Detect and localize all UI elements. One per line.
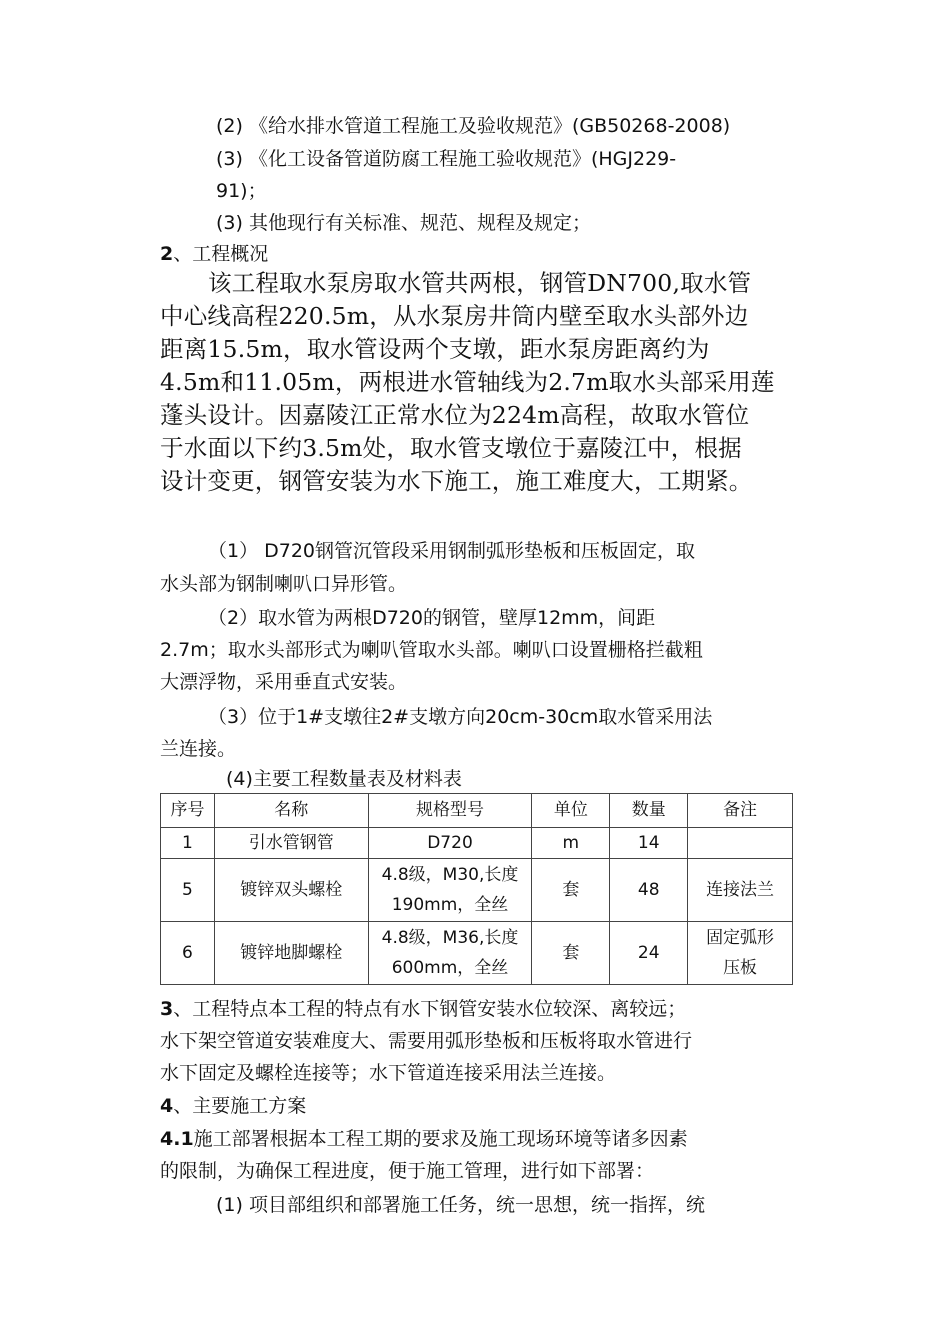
cell: 24	[610, 922, 688, 985]
overview-line-6: 于水面以下约3.5m处，取水管支墩位于嘉陵江中，根据	[160, 434, 742, 462]
section-3-line-2: 水下架空管道安装难度大、需要用弧形垫板和压板将取水管进行	[160, 1030, 693, 1052]
cell: 6	[161, 922, 215, 985]
item-1-line-1: （1） D720钢管沉管段采用钢制弧形垫板和压板固定，取	[208, 540, 696, 562]
reference-other: (3) 其他现行有关标准、规范、规程及规定；	[216, 212, 591, 234]
item-2-line-3: 大漂浮物，采用垂直式安装。	[160, 671, 408, 693]
section-4-1-line-2: 的限制，为确保工程进度，便于施工管理，进行如下部署：	[160, 1160, 655, 1182]
cell	[688, 828, 793, 859]
reference-gb50268: (2) 《给水排水管道工程施工及验收规范》(GB50268-2008)	[216, 115, 731, 137]
item-3-line-2: 兰连接。	[160, 738, 237, 760]
overview-line-4: 4.5m和11.05m，两根进水管轴线为2.7m取水头部采用莲	[160, 368, 775, 396]
table-row	[161, 828, 793, 859]
overview-line-3: 距离15.5m，取水管设两个支墩，距水泵房距离约为	[160, 335, 710, 363]
cell: 镀锌地脚螺栓	[214, 922, 368, 985]
cell: 引水管钢管	[214, 828, 368, 859]
cell: 连接法兰	[688, 859, 793, 922]
cell: m	[532, 828, 610, 859]
item-2-line-1: （2）取水管为两根D720的钢管，壁厚12mm，间距	[208, 607, 656, 629]
table-caption: (4)主要工程数量表及材料表	[226, 768, 462, 790]
quantity-table	[160, 793, 793, 985]
section-4-heading: 4、主要施工方案	[160, 1095, 307, 1117]
header-no: 序号	[161, 794, 215, 828]
header-spec: 规格型号	[368, 794, 532, 828]
header-unit: 单位	[532, 794, 610, 828]
section-3-line-3: 水下固定及螺栓连接等；水下管道连接采用法兰连接。	[160, 1062, 617, 1084]
section-4-1-line-3: (1) 项目部组织和部署施工任务，统一思想，统一指挥，统	[216, 1194, 705, 1216]
header-name: 名称	[214, 794, 368, 828]
cell: 镀锌双头螺栓	[214, 859, 368, 922]
item-1-line-2: 水头部为钢制喇叭口异形管。	[160, 573, 408, 595]
cell: 4.8级，M30,长度 190mm，全丝	[368, 859, 532, 922]
overview-line-1: 该工程取水泵房取水管共两根，钢管DN700,取水管	[208, 269, 752, 297]
overview-line-7: 设计变更，钢管安装为水下施工，施工难度大，工期紧。	[160, 467, 753, 495]
header-note: 备注	[688, 794, 793, 828]
overview-line-5: 蓬头设计。因嘉陵江正常水位为224m高程，故取水管位	[160, 401, 750, 429]
reference-hgj229-cont: 91)；	[216, 180, 267, 202]
table-header-row	[161, 794, 793, 828]
header-qty: 数量	[610, 794, 688, 828]
section-3-line-1: 3、工程特点本工程的特点有水下钢管安装水位较深、离较远；	[160, 998, 687, 1020]
reference-hgj229: (3) 《化工设备管道防腐工程施工验收规范》(HGJ229-	[216, 148, 677, 170]
cell: 固定弧形 压板	[688, 922, 793, 985]
table-row	[161, 922, 793, 985]
cell: 1	[161, 828, 215, 859]
cell: 48	[610, 859, 688, 922]
table-row	[161, 859, 793, 922]
cell: 4.8级，M36,长度 600mm，全丝	[368, 922, 532, 985]
item-2-line-2: 2.7m；取水头部形式为喇叭管取水头部。喇叭口设置栅格拦截粗	[160, 639, 703, 661]
item-3-line-1: （3）位于1#支墩往2#支墩方向20cm-30cm取水管采用法	[208, 706, 713, 728]
overview-line-2: 中心线高程220.5m，从水泵房井筒内壁至取水头部外边	[160, 302, 749, 330]
cell: 套	[532, 922, 610, 985]
cell: 5	[161, 859, 215, 922]
cell: D720	[368, 828, 532, 859]
section-2-heading: 2、工程概况	[160, 243, 269, 265]
cell: 14	[610, 828, 688, 859]
cell: 套	[532, 859, 610, 922]
section-4-1-line-1: 4.1施工部署根据本工程工期的要求及施工现场环境等诸多因素	[160, 1128, 688, 1150]
